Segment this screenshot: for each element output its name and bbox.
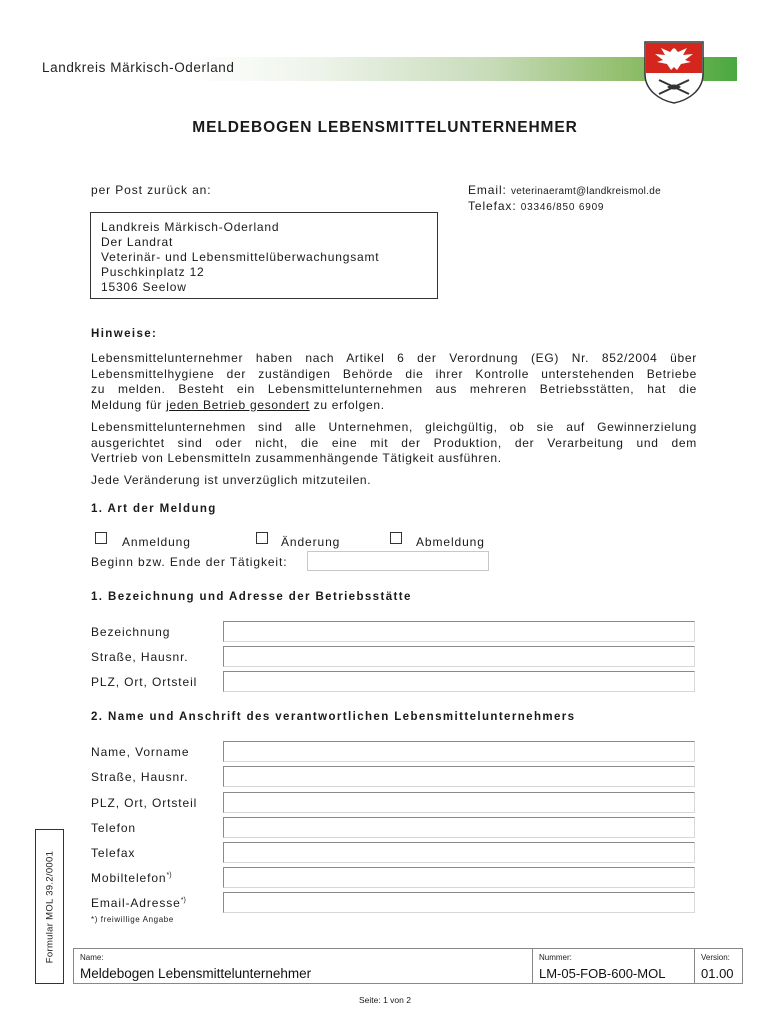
return-label: per Post zurück an: <box>91 183 212 197</box>
email-value[interactable]: veterinaeramt@landkreismol.de <box>510 186 662 197</box>
notes-paragraph-3: Jede Veränderung ist unverzüglich mitzuteilen. <box>91 473 372 487</box>
email-label: Email: <box>468 183 507 197</box>
owner-phone-input[interactable] <box>223 817 695 838</box>
footer-name-value: Meldebogen Lebensmittelunternehmer <box>80 966 312 981</box>
owner-mobile-label <box>91 871 172 885</box>
notes-heading: Hinweise: <box>91 328 158 340</box>
checkbox-anmeldung[interactable] <box>95 532 107 544</box>
site-city-input[interactable] <box>223 671 695 692</box>
owner-phone-label: Telefon <box>91 821 136 835</box>
section-owner-heading: 2. Name und Anschrift des verantwortlichen Lebensmittelunternehmers <box>91 711 576 723</box>
address-line: Veterinär- und Lebensmittelüberwachungsamt <box>101 250 380 264</box>
site-street-input[interactable] <box>223 646 695 667</box>
fax-line <box>468 199 604 213</box>
footer-number-caption: Nummer: <box>539 953 572 962</box>
owner-name-label: Name, Vorname <box>91 745 190 759</box>
page-number: Seite: 1 von 2 <box>359 995 411 1005</box>
site-name-input[interactable] <box>223 621 695 642</box>
field-label-text: Mobiltelefon <box>91 871 167 885</box>
option-label-abmeldung: Abmeldung <box>416 535 485 549</box>
owner-fax-input[interactable] <box>223 842 695 863</box>
optional-marker: *) <box>166 872 172 879</box>
site-city-label: PLZ, Ort, Ortsteil <box>91 675 198 689</box>
paragraph-line: ausgerichtet sind oder nicht, die eine mit der Produktion, der Verarbeitung und dem <box>91 435 697 450</box>
footer-number-cell <box>533 949 695 983</box>
notes-paragraph-1 <box>91 351 697 413</box>
form-number-side-box <box>35 829 64 984</box>
field-label-text: Email-Adresse <box>91 896 181 910</box>
owner-street-label: Straße, Hausnr. <box>91 770 189 784</box>
fax-value: 03346/850 6909 <box>520 202 605 213</box>
footer-version-cell <box>695 949 742 983</box>
date-label: Beginn bzw. Ende der Tätigkeit: <box>91 555 288 569</box>
footer-number-value: LM-05-FOB-600-MOL <box>539 966 666 981</box>
owner-city-input[interactable] <box>223 792 695 813</box>
notes-paragraph-2 <box>91 420 697 467</box>
paragraph-line <box>91 398 697 414</box>
each-site-separately-link[interactable]: jeden Betrieb gesondert <box>166 397 310 412</box>
document-title: MELDEBOGEN LEBENSMITTELUNTERNEHMER <box>192 119 578 136</box>
paragraph-line: zu melden. Besteht ein Lebensmittelunternehmen aus mehreren Betriebsstätten, hat die <box>91 382 697 396</box>
paragraph-line: Lebensmittelunternehmen sind alle Unternehmen, gleichgültig, ob sie auf Gewinnerzielung <box>91 420 697 434</box>
owner-street-input[interactable] <box>223 766 695 787</box>
owner-email-input[interactable] <box>223 892 695 913</box>
owner-mobile-input[interactable] <box>223 867 695 888</box>
address-line: Landkreis Märkisch-Oderland <box>101 220 280 234</box>
section-type-heading: 1. Art der Meldung <box>91 503 217 515</box>
checkbox-aenderung[interactable] <box>256 532 268 544</box>
activity-date-input[interactable] <box>307 551 489 571</box>
footer-name-caption: Name: <box>80 953 104 962</box>
footer-version-value: 01.00 <box>701 966 734 981</box>
footer-table <box>73 948 743 984</box>
address-line: 15306 Seelow <box>101 280 187 294</box>
footer-name-cell <box>74 949 533 983</box>
address-line: Puschkinplatz 12 <box>101 265 205 279</box>
optional-footnote: *) freiwillige Angabe <box>91 915 174 924</box>
option-label-anmeldung: Anmeldung <box>122 535 191 549</box>
site-name-label: Bezeichnung <box>91 625 171 639</box>
organization-name: Landkreis Märkisch-Oderland <box>42 60 235 75</box>
paragraph-line: Lebensmittelunternehmer haben nach Artikel 6 der Verordnung (EG) Nr. 852/2004 über <box>91 351 697 365</box>
fax-label: Telefax: <box>468 199 517 213</box>
paragraph-text: zu erfolgen. <box>309 397 385 412</box>
address-line: Der Landrat <box>101 235 174 249</box>
footer-version-caption: Version: <box>701 953 730 962</box>
section-site-heading: 1. Bezeichnung und Adresse der Betriebsstätte <box>91 591 412 603</box>
paragraph-line: Lebensmittelhygiene der zuständigen Behörde die ihrer Kontrolle unterstehenden Betriebe <box>91 366 697 381</box>
paragraph-text: Meldung für <box>91 397 167 412</box>
checkbox-abmeldung[interactable] <box>390 532 402 544</box>
option-label-aenderung: Änderung <box>281 535 341 549</box>
optional-marker: *) <box>180 897 186 904</box>
site-street-label: Straße, Hausnr. <box>91 650 189 664</box>
owner-name-input[interactable] <box>223 741 695 762</box>
coat-of-arms-icon <box>643 40 705 104</box>
owner-email-label <box>91 896 186 910</box>
recipient-address-box <box>90 212 438 299</box>
form-number-label: Formular MOL 39.2/0001 <box>44 850 55 963</box>
owner-city-label: PLZ, Ort, Ortsteil <box>91 796 198 810</box>
paragraph-line: Vertrieb von Lebensmitteln zusammenhängende Tätigkeit ausführen. <box>91 451 502 465</box>
email-line <box>468 183 661 197</box>
owner-fax-label: Telefax <box>91 846 136 860</box>
